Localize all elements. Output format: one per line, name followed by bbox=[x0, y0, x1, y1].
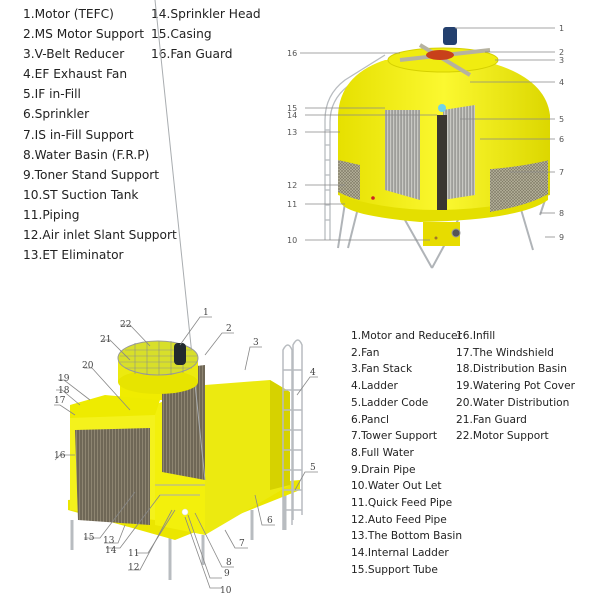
legend-item: 4.EF Exhaust Fan bbox=[23, 67, 128, 82]
callout-label: 6 bbox=[267, 516, 273, 526]
callout-label: 12 bbox=[287, 181, 298, 190]
legend-item: 7.IS in-Fill Support bbox=[23, 127, 134, 142]
callout-label: 7 bbox=[559, 168, 565, 177]
callout-label: 9 bbox=[559, 233, 565, 242]
legend-item: 2.MS Motor Support bbox=[23, 27, 145, 42]
callout-label: 6 bbox=[559, 135, 565, 144]
callout-label: 3 bbox=[559, 56, 565, 65]
round-tower bbox=[325, 27, 550, 268]
callout-label: 9 bbox=[224, 569, 230, 579]
legend-item: 11.Piping bbox=[23, 207, 80, 222]
callout-label: 7 bbox=[239, 539, 245, 549]
callout-label: 16 bbox=[54, 451, 66, 461]
callout-label: 8 bbox=[226, 558, 232, 568]
callout-label: 13 bbox=[103, 536, 115, 546]
callout-label: 3 bbox=[253, 338, 259, 348]
callout-label: 4 bbox=[310, 368, 316, 378]
callout-label: 8 bbox=[559, 209, 565, 218]
legend-item: 16.Fan Guard bbox=[151, 47, 233, 62]
legend-item: 1.Motor and Reducer bbox=[351, 330, 462, 342]
infill bbox=[75, 428, 150, 525]
legend-item: 9.Drain Pipe bbox=[351, 463, 416, 476]
callout-label: 17 bbox=[54, 396, 66, 406]
exhaust-fan bbox=[426, 50, 454, 60]
legend-item: 12.Air inlet Slant Support bbox=[23, 228, 177, 243]
callout-label: 4 bbox=[559, 78, 565, 87]
callout-label: 16 bbox=[287, 49, 298, 58]
legend-item: 4.Ladder bbox=[351, 380, 398, 393]
callout-label: 10 bbox=[287, 236, 298, 245]
legend-item: 7.Tower Support bbox=[351, 430, 438, 443]
callout-label: 2 bbox=[226, 324, 232, 334]
callout-label: 22 bbox=[120, 320, 132, 330]
callout-label: 1 bbox=[203, 308, 209, 318]
legend-item: 21.Fan Guard bbox=[456, 413, 527, 426]
callout-label: 2 bbox=[559, 48, 565, 57]
callout-label: 15 bbox=[287, 104, 298, 113]
legend-item: 18.Distribution Basin bbox=[456, 363, 567, 376]
callout-label: 5 bbox=[310, 463, 316, 473]
legend-item: 15.Casing bbox=[151, 27, 212, 42]
motor bbox=[174, 343, 186, 365]
callout-label: 1 bbox=[559, 24, 565, 33]
callout-label: 12 bbox=[128, 563, 140, 573]
callout-label: 13 bbox=[287, 128, 298, 137]
spindle bbox=[437, 115, 447, 210]
callout-label: 11 bbox=[287, 200, 298, 209]
legend-item: 11.Quick Feed Pipe bbox=[351, 497, 453, 510]
legend-item: 14.Sprinkler Head bbox=[151, 7, 261, 21]
callout-label: 10 bbox=[220, 586, 232, 596]
legend-item: 16.Infill bbox=[456, 330, 496, 342]
square-tower bbox=[68, 0, 302, 580]
legend-item: 10.Water Out Let bbox=[351, 480, 442, 493]
legend-item: 13.ET Eliminator bbox=[23, 248, 124, 263]
legend-item: 3.V-Belt Reducer bbox=[23, 47, 125, 62]
legend-item: 3.Fan Stack bbox=[351, 363, 413, 376]
legend-item: 10.ST Suction Tank bbox=[23, 187, 139, 202]
legend-item: 15.Support Tube bbox=[351, 563, 438, 576]
legend-item: 8.Water Basin (F.R.P) bbox=[23, 147, 150, 162]
legend-item: 6.Pancl bbox=[351, 413, 389, 426]
callout-label: 19 bbox=[58, 374, 70, 384]
legend-item: 9.Toner Stand Support bbox=[23, 167, 160, 182]
callout-label: 18 bbox=[58, 386, 70, 396]
callout-label: 11 bbox=[128, 549, 140, 559]
callout-label: 20 bbox=[82, 361, 94, 371]
legend-item: 14.Internal Ladder bbox=[351, 547, 449, 560]
legend-item: 2.Fan bbox=[351, 346, 380, 359]
callout-label: 14 bbox=[105, 546, 117, 556]
legend-item: 17.The Windshield bbox=[456, 346, 554, 359]
callout-label: 14 bbox=[287, 111, 298, 120]
legend-item: 8.Full Water bbox=[351, 446, 414, 459]
callout-label: 15 bbox=[83, 533, 95, 543]
legend-item: 5.Ladder Code bbox=[351, 396, 429, 409]
motor bbox=[443, 27, 457, 45]
legend-item: 19.Watering Pot Cover bbox=[456, 380, 575, 393]
legend-item: 5.IF in-Fill bbox=[23, 87, 81, 102]
sprinkler-head bbox=[438, 104, 446, 112]
legend-item: 20.Water Distribution bbox=[456, 396, 570, 409]
legend-item: 1.Motor (TEFC) bbox=[23, 7, 114, 21]
callout-label: 21 bbox=[100, 335, 112, 345]
legend-item: 13.The Bottom Basin bbox=[351, 530, 463, 543]
water-outlet bbox=[182, 509, 188, 515]
infill bbox=[385, 110, 420, 200]
legend-item: 12.Auto Feed Pipe bbox=[351, 513, 447, 526]
legend-item: 22.Motor Support bbox=[456, 430, 549, 443]
callout-label: 5 bbox=[559, 115, 565, 124]
legend-item: 6.Sprinkler bbox=[23, 107, 90, 122]
